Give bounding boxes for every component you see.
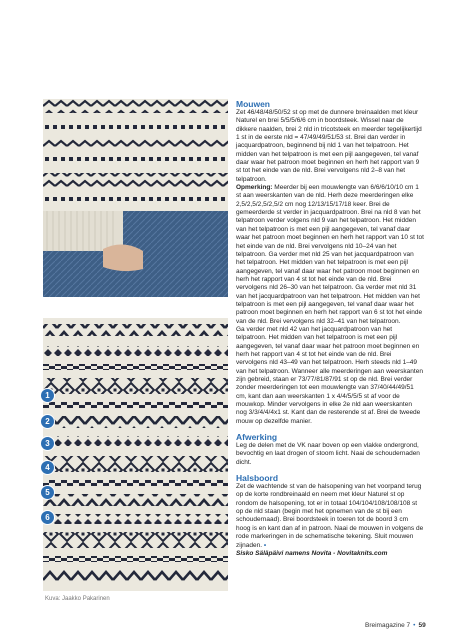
photo-credit: Kuva: Jaakko Pakarinen bbox=[45, 596, 110, 602]
mouwen-paragraph-1: Zet 46/48/48/50/52 st op met de dunnere breinaalden met kleur Naturel en brei 5/5/5/6/6 cm in boordsteek. Wissel naar de dikkere naalden, brei 2 nld in tricotsteek en meerder tegelijkertijd 1 st in de eerste nld = 47/49/49/51/53 st. Brei dan verder in jacquardpatroon, beginnend bij nld 1 van het telpatroon. Het midden van het telpatroon is met een pijl aangegeven, tel vanaf daar waar het patroon moet beginnen en herh het rapport van 9 st tot het einde van de nld. Brei vervolgens nld 2–8 van het telpatroon. bbox=[236, 109, 422, 183]
mouwen-paragraph-2 bbox=[236, 184, 424, 326]
marker-6: 6 bbox=[40, 510, 55, 525]
heading-halsboord: Halsboord bbox=[236, 473, 279, 484]
photo-sleeve-jeans bbox=[43, 99, 228, 297]
halsboord-paragraph bbox=[236, 483, 424, 550]
end-bullet: • bbox=[263, 541, 267, 549]
marker-2: 2 bbox=[40, 414, 55, 429]
photo-sweater-pattern bbox=[43, 318, 228, 591]
afwerking-paragraph: Leg de delen met de VK naar boven op een vlakke ondergrond, bevochtig en laat drogen of stoom licht. Naai de schoudernaden dicht. bbox=[236, 442, 420, 466]
magazine-name: Breimagazine 7 bbox=[365, 622, 411, 629]
marker-1: 1 bbox=[40, 388, 55, 403]
mouwen-paragraph-3: Ga verder met nld 42 van het jacquardpatroon van het telpatroon. Het midden van het telpatroon is met een pijl aangegeven, tel vanaf daar waar het patroon moet beginnen en herh het rapport van 4 st tot het einde van de nld. Brei vervolgens nld 43–49 van het telpatroon. Herh steeds nld 1–49 van het telpatroon. Wanneer alle meerderingen aan weerskanten zijn gebreid, staan er 73/77/81/87/91 st op de nld. Brei verder zonder meerderingen tot een mouwlengte van 37/40/44/49/51 cm, kant dan aan weerskanten 1 x 4/4/5/5/5 st af voor de mouwkop. Minder vervolgens in elke 2e nld aan weerskanten nog 3/3/4/4/4x1 st. Kant dan de resterende st af. Brei de tweede mouw op dezelfde manier. bbox=[236, 325, 423, 425]
marker-4: 4 bbox=[40, 460, 55, 475]
page-number: 59 bbox=[418, 622, 426, 629]
opmerking-label: Opmerking: bbox=[236, 184, 273, 192]
marker-3: 3 bbox=[40, 436, 55, 451]
page-footer bbox=[365, 622, 426, 629]
footer-dot: • bbox=[413, 622, 416, 629]
sweater-pattern-illustration bbox=[43, 318, 228, 591]
marker-5: 5 bbox=[40, 485, 55, 500]
heading-mouwen: Mouwen bbox=[236, 99, 270, 109]
designer-signature: Sisko Säläpäivi namens Novita - Novitaknits.com bbox=[236, 549, 388, 557]
opmerking-text: Meerder bij een mouwlengte van 6/6/6/10/10 cm 1 st aan weerskanten van de nld. Herh deze meerderingen elke 2,5/2,5/2,5/2,5/2 cm nog 12/13/15/17/18 keer. Brei de gemeerderde st verder in jacquardpatroon. Brei na nld 8 van het telpatroon verder volgens nld 9 van het telpatroon. Het midden van het telpatroon is met een pijl aangegeven, tel vanaf daar waar het patroon moet beginnen en herh het rapport van 10 st tot het einde van de nld. Brei vervolgens nld 10–24 van het telpatroon. Ga verder met nld 25 van het jacquardpatroon van het telpatroon. Het midden van het telpatroon is met een pijl aangegeven, tel vanaf daar waar het patroon moet beginnen en herh het rapport van 4 st tot het einde van de nld. Brei vervolgens nld 26–30 van het telpatroon. Ga verder met nld 31 van het jacquardpatroon van het telpatroon. Het midden van het telpatroon is met een pijl aangegeven, tel vanaf daar waar het patroon moet beginnen en herh het rapport van 6 st tot het einde van de nld. Brei vervolgens nld 32–41 van het telpatroon. bbox=[236, 184, 424, 325]
heading-afwerking: Afwerking bbox=[236, 432, 278, 443]
text-column bbox=[236, 99, 424, 558]
sleeve-illustration bbox=[43, 99, 228, 297]
halsboord-text: Zet de wachtende st van de halsopening van het voorpand terug op de korte rondbreinaald en neem met kleur Naturel st op rondom de halsopening, tot er in totaal 104/104/108/108/108 st op de nld staan (begin met het opnemen van de st bij een schoudernaad). Brei boordsteek in toeren tot de boord 3 cm hoog is en kant dan af in patroon. Naai de mouwen in volgens de rode markeringen in de schematische tekening. Sluit mouwen zijnaden. bbox=[236, 483, 424, 549]
